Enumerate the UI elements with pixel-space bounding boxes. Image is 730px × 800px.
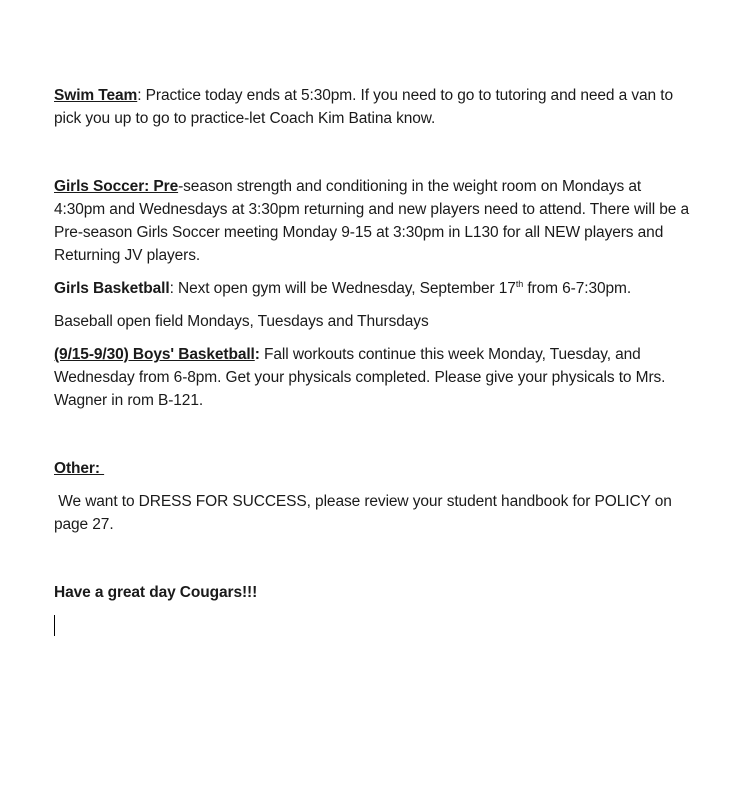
other-heading: Other:	[54, 460, 105, 477]
other-heading-line	[54, 457, 694, 480]
boys-basketball-colon: :	[254, 346, 260, 363]
girls-basketball-announcement	[54, 277, 694, 300]
swim-team-text: : Practice today ends at 5:30pm. If you need to go to tutoring and need a van to pick you up to go to practice-let Coach Kim Batina know.	[54, 87, 673, 127]
boys-basketball-announcement	[54, 343, 694, 412]
girls-basketball-heading: Girls Basketball	[54, 280, 170, 297]
closing-line	[54, 581, 694, 604]
boys-basketball-text: Fall workouts continue this week Monday, Tuesday, and Wednesday from 6-8pm. Get your physicals completed. Please give your physicals to Mrs. Wagner in rom B-121.	[54, 346, 666, 409]
document-body[interactable]	[54, 84, 694, 647]
girls-soccer-announcement	[54, 175, 694, 267]
girls-soccer-heading: Girls Soccer: Pre	[54, 178, 179, 195]
dress-code-announcement	[54, 490, 694, 536]
swim-team-heading: Swim Team	[54, 87, 138, 104]
girls-soccer-text: -season strength and conditioning in the weight room on Mondays at 4:30pm and Wednesdays at 3:30pm returning and new players need to attend. There will be a Pre-season Girls Soccer meeting Monday 9-15 at 3:30pm in L130 for all NEW players and Returning JV players.	[54, 178, 690, 264]
cursor-line[interactable]	[54, 614, 694, 637]
baseball-announcement	[54, 310, 694, 333]
girls-basketball-time: from 6-7:30pm.	[523, 280, 632, 297]
swim-team-announcement	[54, 84, 694, 130]
girls-basketball-text: : Next open gym will be Wednesday, September 17	[169, 280, 516, 297]
closing-text: Have a great day Cougars!!!	[54, 584, 258, 601]
dress-code-text: We want to DRESS FOR SUCCESS, please review your student handbook for POLICY on page 27.	[54, 493, 676, 533]
boys-basketball-heading: (9/15-9/30) Boys' Basketball	[54, 346, 255, 363]
baseball-text: Baseball open field Mondays, Tuesdays and Thursdays	[54, 313, 429, 330]
text-cursor	[54, 615, 55, 636]
ordinal-suffix: th	[515, 278, 524, 289]
